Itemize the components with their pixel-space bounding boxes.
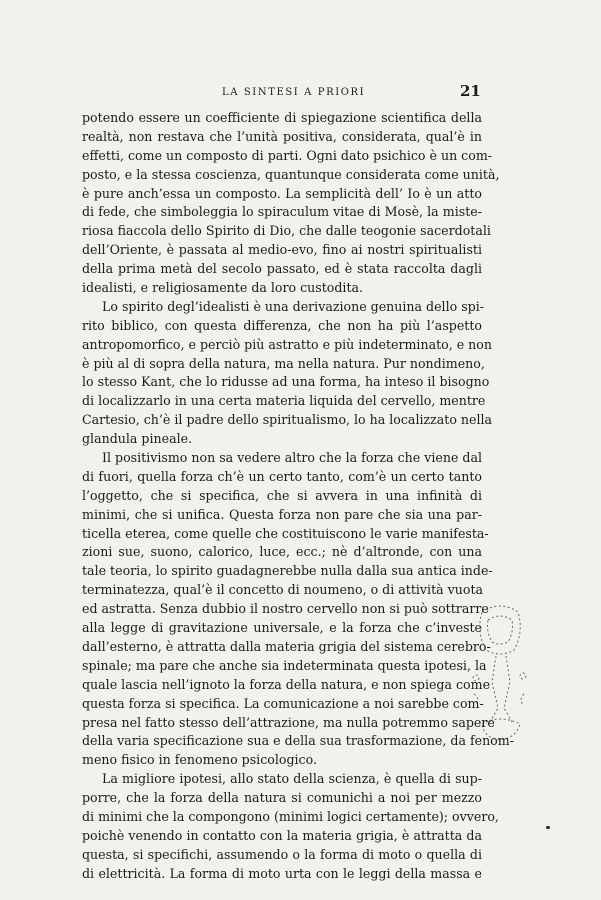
text-line: ticella eterea, come quelle che costituiscono le varie manifesta- (82, 525, 489, 541)
library-stamp (468, 598, 532, 748)
text-line: idealisti, e religiosamente da loro custodita. (82, 280, 364, 296)
text-line: antropomorfico, e perciò più astratto e più indeterminato, e non (82, 336, 492, 352)
text-line: posto, e la stessa coscienza, quantunque considerata come unità, (82, 166, 500, 182)
body-text (82, 109, 514, 884)
stamp-icon (468, 598, 532, 748)
text-line: zioni sue, suono, calorico, luce, ecc.; nè d’altronde, con una (82, 544, 482, 560)
text-line: glandula pineale. (82, 431, 193, 447)
text-line: della prima metà del secolo passato, ed è stata raccolta dagli (82, 261, 482, 277)
text-line: spinale; ma pare che anche sia indeterminata questa ipotesi, la (82, 657, 487, 673)
text-line: della varia specificazione sua e della sua trasformazione, da fenom- (82, 733, 514, 749)
text-line: dell’Oriente, è passata al medio-evo, fino ai nostri spiritualisti (82, 242, 482, 258)
text-line: ed astratta. Senza dubbio il nostro cervello non si può sottrarre (82, 601, 489, 617)
text-line: realtà, non restava che l’unità positiva, considerata, qual’è in (82, 128, 482, 144)
text-line: questa, si specifichi, assumendo o la forma di moto o quella di (82, 846, 482, 862)
text-line: riosa fiaccola dello Spirito di Dio, che dalle teogonie sacerdotali (82, 223, 491, 239)
text-line: dall’esterno, è attratta dalla materia grigia del sistema cerebro- (82, 638, 491, 654)
text-line: presa nel fatto stesso dell’attrazione, ma nulla potremmo sapere (82, 714, 495, 730)
text-line: Il positivismo non sa vedere altro che la forza che viene dal (102, 450, 482, 466)
text-line: effetti, come un composto di parti. Ogni dato psichico è un com- (82, 147, 493, 163)
text-line: alla legge di gravitazione universale, e la forza che c’investe (82, 620, 482, 636)
text-line: lo stesso Kant, che lo ridusse ad una forma, ha inteso il bisogno (82, 374, 490, 390)
running-title: LA SINTESI A PRIORI (222, 87, 366, 98)
text-line: poichè venendo in contatto con la materia grigia, è attratta da (82, 827, 482, 843)
text-line: questa forza si specifica. La comunicazione a noi sarebbe com- (82, 695, 484, 711)
text-line: terminatezza, qual’è il concetto di noumeno, o di attività vuota (82, 582, 484, 598)
text-line: è pure anch’essa un composto. La semplicità dell’ Io è un atto (82, 185, 482, 201)
text-line: rito biblico, con questa differenza, che non ha più l’aspetto (82, 317, 482, 333)
text-line: porre, che la forza della natura si comunichi a noi per mezzo (82, 790, 482, 806)
text-line: è più al di sopra della natura, ma nella natura. Pur nondimeno, (82, 355, 485, 371)
text-line: di minimi che la compongono (minimi logici certamente); ovvero, (82, 808, 499, 824)
ink-speck (546, 826, 550, 829)
text-line: l’oggetto, che si specifica, che si avvera in una infinità di (82, 487, 482, 503)
text-line: quale lascia nell’ignoto la forza della natura, e non spiega come (82, 676, 491, 692)
text-line: tale teoria, lo spirito guadagnerebbe nulla dalla sua antica inde- (82, 563, 493, 579)
text-line: potendo essere un coefficiente di spiegazione scientifica della (82, 110, 482, 125)
text-line: di fede, che simboleggia lo spiraculum vitae di Mosè, la miste- (82, 204, 482, 220)
text-line: di elettricità. La forma di moto urta con le leggi della massa e (82, 865, 482, 881)
text-line: meno fisico in fenomeno psicologico. (82, 752, 317, 768)
page-number: 21 (460, 82, 481, 100)
text-line: di localizzarlo in una certa materia liquida del cervello, mentre (82, 393, 486, 409)
text-line: Lo spirito degl’idealisti è una derivazione genuina dello spi- (102, 298, 485, 314)
text-line: minimi, che si unifica. Questa forza non pare che sia una par- (82, 506, 482, 522)
text-line: La migliore ipotesi, allo stato della scienza, è quella di sup- (102, 771, 482, 787)
text-line: di fuori, quella forza ch’è un certo tanto, com’è un certo tanto (82, 468, 482, 484)
text-line: Cartesio, ch’è il padre dello spiritualismo, lo ha localizzato nella (82, 412, 493, 428)
